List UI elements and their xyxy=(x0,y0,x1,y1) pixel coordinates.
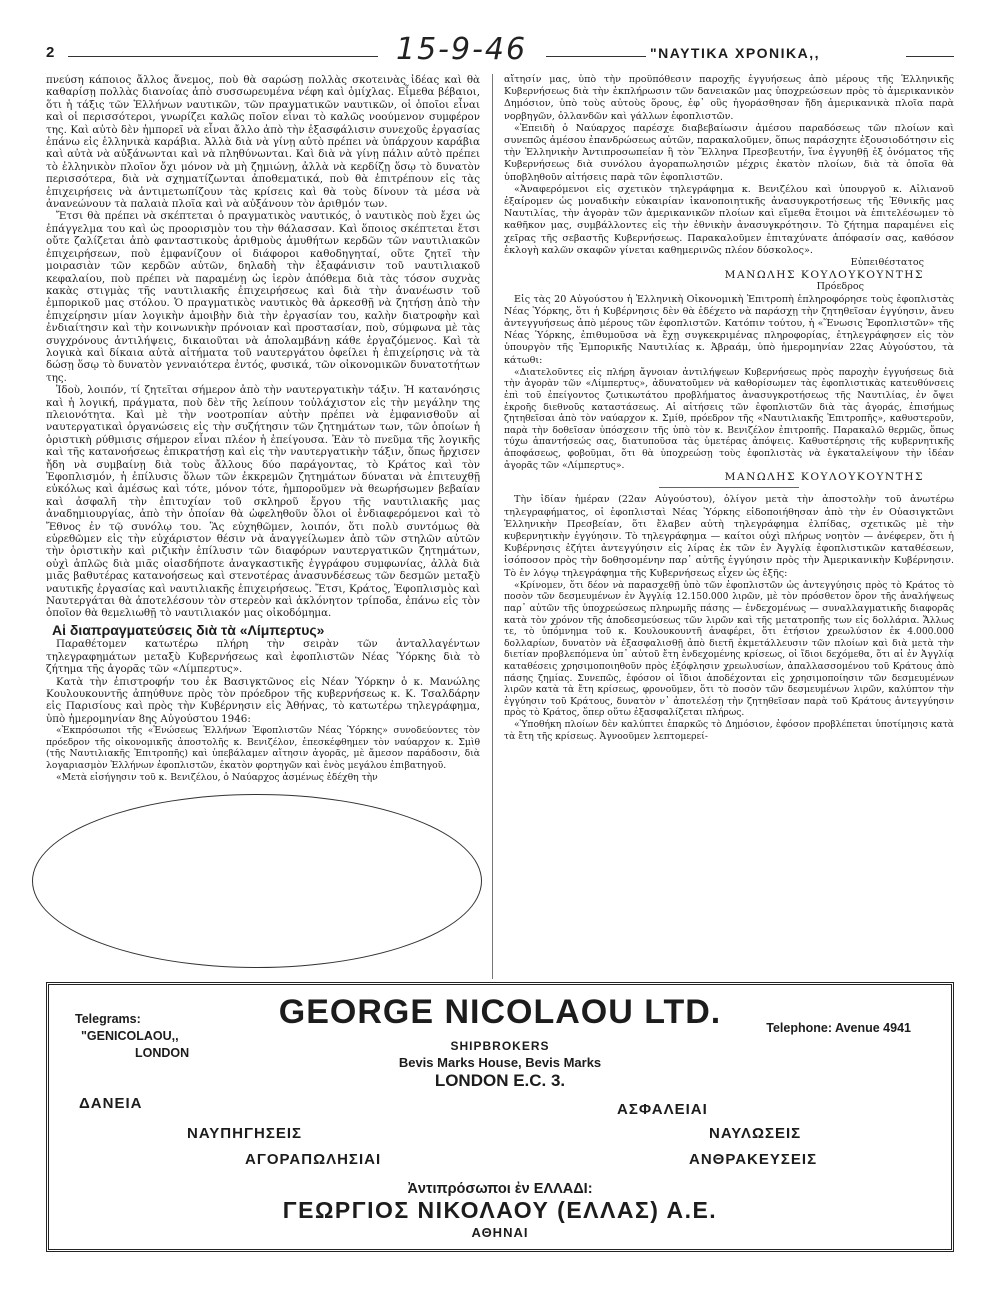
ad-line-shipbrokers: SHIPBROKERS xyxy=(450,1039,550,1053)
left-paragraph: Κατὰ τὴν ἐπιστροφήν του ἐκ Βασιγκτῶνος εἰς Νέαν Ὑόρκην ὁ κ. Μανώλης Κουλουκουντῆς ἀπηύθυνε πρὸς τὸν πρόεδρον τῆς κυβερνήσεως κ. Κ. Τσαλδάρην εἰς Παρισίους καὶ πρὸς τὴν Κυβέρνησιν εἰς Ἀθήνας, τὸ κατωτέρω τηλεγράφημα, ὑπὸ ἡμερομηνίαν 8ης Αὐγούστου 1946: xyxy=(46,675,480,725)
left-paragraph: πνεύση κάποιος ἄλλος ἄνεμος, ποὺ θὰ σαρώσῃ πολλὰς σκοτεινὰς ἰδέας καὶ θὰ καθαρίσῃ πολλὰς διανοίας ἀπὸ συσσωρευμένα νέφη καὶ ὁμίχλας. Εἶμεθα βέβαιοι, ὅτι ἡ τάξις τῶν Ἑλλήνων ναυτικῶν, τῶν πραγματικῶν ναυτικῶν, οἱ ὁποῖοι εἶναι καὶ οἱ περισσότεροι, γνωρίζει καλῶς ποῖον εἶναι τὸ καλῶς νοούμενον συμφέρον της. Καὶ αὐτὸ δὲν ἠμπορεῖ νὰ εἶναι ἄλλο ἀπὸ τὴν ἐξασφάλισιν συνεχοῦς ἐργασίας ἐπάνω εἰς ἑλληνικὰ καράβια. Ἀλλὰ διὰ νὰ γίνῃ αὐτὸ πρέπει νὰ ὑπάρχουν καράβια καὶ αὐτὰ νὰ αὐξάνωνται καὶ νὰ πληθύνωνται. Καὶ διὰ νὰ γίνῃ πάλιν αὐτὸ πρέπει τὸ ἑλληνικὸν πλοῖον ὄχι μόνον νὰ μὴ ζημιώνῃ, ἀλλὰ νὰ κερδίζῃ ὅσῳ τὸ δυνατὸν περισσότερα, διὰ νὰ σχηματίζωνται ἀποθεματικά, ποὺ θὰ ἐπιτρέπουν εἰς τὰς ἐπιχειρήσεις νὰ ἀντιμετωπίζουν τὰς κρίσεις καὶ θὰ τοὺς δίνουν τὰ μέσα νὰ ἀνανεώνουν τὰ παλαιὰ πλοῖα καὶ νὰ αὐξάνουν τὸν ἀριθμόν των. xyxy=(46,74,480,211)
ad-representatives-label: Ἀντιπρόσωποι ἐν ΕΛΛΑΔΙ: xyxy=(407,1181,593,1197)
newspaper-title: "ΝΑΥΤΙΚΑ ΧΡΟΝΙΚΑ,, xyxy=(650,45,821,61)
handwritten-date: 15-9-46 xyxy=(396,32,528,67)
section-subheading: Αἱ διαπραγματεύσεις διὰ τὰ «Λίμπερτυς» xyxy=(52,621,325,638)
ad-service: ΑΣΦΑΛΕΙΑΙ xyxy=(617,1101,708,1118)
masthead-rule-middle xyxy=(546,56,646,57)
left-paragraph: Ἰδοὺ, λοιπόν, τί ζητεῖται σήμερον ἀπὸ τὴν ναυτεργατικὴν τάξιν. Ἡ κατανόησις καὶ ἡ λογική, πράγματα, ποὺ δὲν τῆς λείπουν τοὐλάχιστον εἰς τὴν μεγάλην της πλειονότητα. Καὶ μὲ τὴν νοοτροπίαν αὐτὴν πρέπει νὰ ἐμφανισθοῦν αἱ ναυτεργατικαὶ ὀργανώσεις εἰς τὴν συζήτησιν τῶν ζητημάτων των, τῶν ὁποίων ἡ ὁριστικὴ ρύθμισις σήμερον εἶναι πλέον ἡ ἐπείγουσα. Ἐὰν τὸ πνεῦμα τῆς λογικῆς καὶ τῆς κατανοήσεως ἐπικρατήσῃ καὶ εἰς τὴν ναυτεργατικὴν τάξιν, ὅπως ἤρχισεν ἤδη νὰ συμβαίνῃ διὰ τοὺς ἄλλους δύο παράγοντας, τὸ Κράτος καὶ τὸν Ἐφοπλισμόν, ἡ ἐπίλυσις ὅλων τῶν ἐκκρεμῶν ζητημάτων δύναται νὰ ἐπιτευχθῇ εὐκόλως καὶ ἀμέσως καὶ τότε, μόνον τότε, ἠμποροῦμεν νὰ θεωρήσωμεν βεβαίαν καὶ ἀσφαλῆ τὴν ἐπιτυχίαν τοῦ σκληροῦ ἔργου τῆς ναυτιλιακῆς μας ἀναδημιουργίας, ἀπὸ τὴν ὁποίαν θὰ ὠφεληθοῦν ὅλοι οἱ ἐνδιαφερόμενοι καὶ τὸ Ἔθνος ἐν τῷ συνόλῳ του. Ἂς εὐχηθῶμεν, λοιπόν, ὅτι πολὺ συντόμως θὰ εὑρεθῶμεν εἰς τὴν εὐχάριστον θέσιν νὰ ἀναγγείλωμεν ἀπὸ τῶν στηλῶν αὐτῶν τὴν ὁριστικὴν καὶ ριζικὴν ἐπίλυσιν τῶν διαφόρων ναυτεργατικῶν ζητημάτων, οὐχὶ ἁπλῶς διὰ μιᾶς οἱασδήποτε ἀναγκαστικῆς ἐγγράφου συμφωνίας, ἀλλὰ διὰ μιᾶς βαθυτέρας κατανοήσεως καὶ στενοτέρας ἀνασυνδέσεως τῶν δεσμῶν μεταξὺ ναυτικῆς ἐργασίας καὶ ναυτιλιακῆς ἐπιχειρήσεως. Ἔτσι, Κράτος, Ἐφοπλισμὸς καὶ Ναυτεργάται θὰ ἀποτελέσουν τὸν στερεὸν καὶ ἀκλόνητον τρίποδα, ἐπάνω εἰς τὸν ὁποῖον θὰ θεμελιωθῇ τὸ ναυτιλιακόν μας οἰκοδόμημα. xyxy=(46,384,480,620)
column-divider xyxy=(492,74,493,979)
right-paragraph: «Ἀναφερόμενοι εἰς σχετικὸν τηλεγράφημα κ. Βενιζέλου καὶ ὑπουργοῦ κ. Αἰλιανοῦ ἐξαίρομεν ὡς μοναδικὴν εὐκαιρίαν ἱκανοποιητικῆς ἀνασυγκροτήσεως τῆς Ἐθνικῆς μας Ναυτιλίας, τὴν ἀγορὰν τῶν ἀμερικανικῶν πλοίων καὶ εἴμεθα ἕτοιμοι νὰ ἐπιτελέσωμεν τὸ καθῆκον μας, συμβάλλοντες εἰς τὴν ἐθνικὴν ἀνασυγκρότησιν. Τὸ ζήτημα παραμένει εἰς χεῖρας τῆς σεβαστῆς Κυβερνήσεως. Παρακαλοῦμεν ἐπιταχύνατε ἀπόφασίν σας, καθόσον ἐκλογὴ καλῶν σκαφῶν γίνεται καθημερινῶς πλέον δύσκολος». xyxy=(504,183,954,256)
ad-greek-firm: ΓΕΩΡΓΙΟΣ ΝΙΚΟΛΑΟΥ (ΕΛΛΑΣ) Α.Ε. xyxy=(282,1197,718,1223)
right-paragraph: «Ὑποθήκη πλοίων δὲν καλύπτει ἐπαρκῶς τὸ Δημόσιον, ἐφόσον προβλέπεται ὑποτίμησις κατὰ τὰ ἔτη τῆς κρίσεως. Ἀγνοοῦμεν λεπτομερεί- xyxy=(504,718,954,742)
ad-service: ΔΑΝΕΙΑ xyxy=(79,1095,143,1112)
ad-firm-name: GEORGE NICOLAOU LTD. xyxy=(278,993,722,1031)
right-paragraph: «Διατελοῦντες εἰς πλήρη ἄγνοιαν ἀντιλήψεων Κυβερνήσεως πρὸς παροχὴν ἐγγυήσεως διὰ τὴν ἀγορὰν τῶν «Λίμπερτυς», ἀδυνατοῦμεν νὰ καθορίσωμεν τὰς ἐφοπλιστικὰς κατευθύνσεις ἐπὶ τοῦ ἐπείγοντος ζωτικωτάτου προβλήματος ἀνασυγκροτήσεως τῆς Ναυτιλίας, ἐν ὄψει ἐκροῆς διεθνοῦς καταστάσεως. Αἱ αἰτήσεις τῶν ἐφοπλιστῶν διὰ τὰς ἀγοράς, ἐπισήμως ζητηθεῖσαι ἀπὸ τὸν ναύαρχον κ. Σμίθ, πρόεδρον τῆς «Ναυτιλιακῆς Ἐπιτροπῆς», καθυστεροῦν, παρὰ τὴν δοθεῖσαν ὑπόσχεσιν τῆς ὑπὸ τὸν κ. Βενιζέλον ἐπιτροπῆς. Παρακαλῶ θερμῶς, ὅπως τύχω ἀπαντήσεώς σας, διατυποῦσα τὰς ὑμετέρας ἀπόψεις. Καθυστέρησις τῆς κυβερνητικῆς ἀποφάσεως, φοβοῦμαι, ὅτι θὰ ὑποχρεώσῃ τοὺς ἐφοπλιστὰς νὰ ἐγκαταλείψουν τὴν ἰδέαν ἀγορᾶς τῶν «Λίμπερτυς». xyxy=(504,366,954,471)
left-paragraph: Παραθέτομεν κατωτέρω πλήρη τὴν σειρὰν τῶν ἀνταλλαγέντων τηλεγραφημάτων μεταξὺ Κυβερνήσεως καὶ ἐφοπλιστῶν Νέας Ὑόρκης διὰ τὸ ζήτημα τῆς ἀγορᾶς τῶν «Λίμπερτυς». xyxy=(46,638,480,676)
ad-greek-city: ΑΘΗΝΑΙ xyxy=(471,1225,529,1240)
signature-salutation: Εὐπειθέστατος xyxy=(850,257,924,269)
signature-name: ΜΑΝΩΛΗΣ ΚΟΥΛΟΥΚΟΥΝΤΗΣ xyxy=(724,269,924,282)
signature-role: Πρόεδρος xyxy=(816,281,864,293)
page-number: 2 xyxy=(46,44,55,61)
pen-circle-annotation xyxy=(32,794,482,968)
masthead-rule-left xyxy=(68,56,378,57)
masthead xyxy=(46,32,954,70)
right-paragraph: αἴτησίν μας, ὑπὸ τὴν προϋπόθεσιν παροχῆς ἐγγυήσεως ἀπὸ μέρους τῆς Ἑλληνικῆς Κυβερνήσεως διὰ τὴν ἐκπλήρωσιν τῶν δανειακῶν μας ὑποχρεώσεων πρὸς τὸ ἀμερικανικὸν Δημόσιον, ὑπὸ τοὺς αὐτοὺς ὅρους, ἐφ᾿ οὓς ἠγοράσθησαν ἤδη ἀμερικανικὰ πλοῖα παρὰ νορβηγῶν, ὀλλανδῶν καὶ γάλλων ἐφοπλιστῶν. xyxy=(504,74,954,122)
right-paragraph: «Κρίνομεν, ὅτι δέον νὰ παρασχεθῇ ὑπὸ τῶν ἐφοπλιστῶν ὡς ἀντεγγύησις πρὸς τὸ Κράτος τὸ ποσὸν τῶν δεσμευμένων ἐν Ἀγγλίᾳ 12.150.000 λιρῶν, μὲ τὸν πρόσθετον ὅρον τῆς ἀναλήψεως παρ᾿ αὐτῶν τῆς ὑποχρεώσεως πληρωμῆς πάσης — ἐνδεχομένως — συναλλαγματικῆς διαφορᾶς κατὰ τὸν χρόνον τῆς ἀποδεσμεύσεως τῶν λιρῶν καὶ τῆς μετατροπῆς των εἰς δολλάρια. Ἄλλως τε, τὸ ὑπόμνημα τοῦ κ. Κουλουκουντῆ ἀναφέρει, ὅτι ἐτήσιον χρεωλύσιον ἐκ 4.000.000 δολλαρίων, δυνατὸν νὰ ἐξασφαλισθῇ ἀπὸ διετῆ ἐκμετάλλευσιν τῶν πλοίων καὶ διὰ μετὰ τὴν διετίαν προβλεπόμενα ὑπ᾿ αὐτοῦ ἔτη ἐνδεχομένης κρίσεως, οἱ ἴδιοι δεχόμεθα, ὅτι αἱ ἐν Ἀγγλίᾳ καταθέσεις χρησιμοποιηθοῦν πρὸς ἐξόφλησιν χρεωλυσίων, ἀπαλλασσομένου τοῦ Κράτους ἀπὸ πάσης ζημίας. Συνεπῶς, ἐφόσον οἱ ἴδιοι ἀποδέχονται εἰς χρησιμοποίησιν τῶν δεσμευμένων λιρῶν κατὰ τὰ ἔτη κρίσεως, φρονοῦμεν, ὅτι τὸ ποσὸν τῶν δεσμευμένων λιρῶν, καλύπτον τὴν ἐγγύησιν τοῦ Κράτους, δυνατὸν ν᾿ ἀποτελέσῃ τὴν ζητηθεῖσαν παρὰ τοῦ Κράτους ἀντεγγύησιν πρὸς τὸ Κράτος, ὅπερ οὕτω ἐξασφαλίζεται πλήρως. xyxy=(504,579,954,719)
left-paragraph: «Μετὰ εἰσήγησιν τοῦ κ. Βενιζέλου, ὁ Ναύαρχος ἀσμένως ἐδέχθη τὴν xyxy=(56,771,378,783)
telegrams-label: Telegrams: xyxy=(75,1012,141,1026)
left-paragraph: «Ἐκπρόσωποι τῆς «Ἑνώσεως Ἑλλήνων Ἐφοπλιστῶν Νέας Ὑόρκης» συνοδεύοντες τὸν πρόεδρον τῆς οἰκονομικῆς ἀποστολῆς κ. Βενιζέλον, ἐπεσκέφθημεν τὸν ναύαρχον κ. Σμὶθ (τῆς Ναυτιλιακῆς Ἐπιτροπῆς) καὶ ὑπεβάλαμεν αἴτησιν ἀγορᾶς, μὲ ἄμεσον παράδοσιν, διὰ λογαριασμὸν Ἑλλήνων ἐφοπλιστῶν, ἑκατὸν φορτηγῶν καὶ ἑνὸς μεγάλου ἐπιβατηγοῦ. xyxy=(46,725,480,771)
advertisement-box xyxy=(46,982,954,1252)
right-column xyxy=(504,74,954,974)
right-paragraph: Τὴν ἰδίαν ἡμέραν (22αν Αὐγούστου), ὀλίγον μετὰ τὴν ἀποστολὴν τοῦ ἀνωτέρω τηλεγραφήματος, οἱ ἐφοπλισταὶ Νέας Ὑόρκης εἰδοποιήθησαν ἀπὸ τὴν ἐν Οὐασιγκτῶνι Ἑλληνικὴν Πρεσβείαν, ὅτι ἔλαβεν αὐτὴ τηλεγράφημα ἐλπίδας, σχετικῶς μὲ τὴν κυβερνητικὴν ἐγγύησιν. Τὸ τηλεγράφημα — καίτοι οὐχὶ πλήρως νοητὸν — ἀνέφερεν, ὅτι ἡ Κυβέρνησις ἐζήτει ἀντεγγύησιν εἰς λίρας ἐκ τῶν ἐν Ἀγγλίᾳ ἐφοπλιστικῶν καταθέσεων, ἰσόποσον πρὸς τὴν δοθησομένην παρ᾿ αὐτῆς ἐγγύησιν πρὸς τὴν Ἀμερικανικὴν Κυβέρνησιν. Τὸ ἐν λόγῳ τηλεγράφημα τῆς Κυβερνήσεως εἶχεν ὡς ἑξῆς: xyxy=(504,494,954,579)
ad-service: ΝΑΥΛΩΣΕΙΣ xyxy=(709,1125,802,1142)
ad-service: ΑΝΘΡΑΚΕΥΣΕΙΣ xyxy=(689,1151,818,1168)
ad-service: ΑΓΟΡΑΠΩΛΗΣΙΑΙ xyxy=(245,1151,382,1168)
ad-line-address: Bevis Marks House, Bevis Marks xyxy=(398,1055,602,1070)
right-paragraph: «Ἐπειδὴ ὁ Ναύαρχος παρέσχε διαβεβαίωσιν ἀμέσου παραδόσεως τῶν πλοίων καὶ συνεπῶς ἀμέσου ἐπανδρώσεως αὐτῶν, παρακαλοῦμεν, ὅπως παράσχητε ἐξουσιοδότησιν εἰς τὴν Ἑλληνικὴν Ἀντιπροσωπείαν ἢ τὸν Ἕλληνα Πρεσβευτήν, ἵνα ἐγγυηθῇ ἐξ ὀνόματος τῆς Κυβερνήσεως διὰ συνόλου ἀγοραπωλησιῶν μέχρις ἑκατὸν πλοίων, διὰ τὰ ὁποῖα θὰ ὑποβληθοῦν αἰτήσεις παρὰ τῶν ἐφοπλιστῶν. xyxy=(504,122,954,183)
ad-line-city: LONDON E.C. 3. xyxy=(434,1071,566,1090)
ad-telephone: Telephone: Avenue 4941 xyxy=(766,1021,911,1035)
telegrams-city: LONDON xyxy=(135,1046,190,1060)
newspaper-page xyxy=(46,32,954,1253)
ad-service: ΝΑΥΠΗΓΗΣΕΙΣ xyxy=(187,1125,302,1142)
right-paragraph: Εἰς τὰς 20 Αὐγούστου ἡ Ἑλληνικὴ Οἰκονομικὴ Ἐπιτροπὴ ἐπληροφόρησε τοὺς ἐφοπλιστὰς Νέας Ὑόρκης, ὅτι ἡ Κυβέρνησις δὲν θὰ ἐδέχετο νὰ παράσχῃ τὴν ζητηθεῖσαν ἐγγύησιν, ἄνευ ἀντεγγυήσεως ἀπὸ μέρους τῶν ἐφοπλιστῶν. Κατόπιν τούτου, ἡ «Ἕνωσις Ἐφοπλιστῶν» τῆς Νέας Ὑόρκης, ἐπιθυμοῦσα νὰ ἔχῃ συγκεκριμένας πληροφορίας, ἐτηλεγράφησεν εἰς τὸν ὑπουργὸν τῆς Ἐμπορικῆς Ναυτιλίας κ. Ἀβραάμ, ὑπὸ ἡμερομηνίαν 22ας Αὐγούστου, τὰ κάτωθι: xyxy=(504,293,954,366)
telegrams-value: "GENICOLAOU,, xyxy=(81,1029,179,1043)
section-divider xyxy=(659,487,799,488)
signature-name: ΜΑΝΩΛΗΣ ΚΟΥΛΟΥΚΟΥΝΤΗΣ xyxy=(724,471,924,484)
left-paragraph: Ἔτσι θὰ πρέπει νὰ σκέπτεται ὁ πραγματικὸς ναυτικός, ὁ ναυτικὸς ποὺ ἔχει ὡς ἐπάγγελμα του καὶ ὡς προορισμὸν του τὴν θάλασσαν. Καὶ ὅποιος σκέπτεται ἔτσι οὔτε ζαλίζεται ἀπὸ φανταστικοὺς ἀριθμοὺς ἀμυθήτων κερδῶν τῶν ναυτιλιακῶν ἐπιχειρήσεων, ποὺ ἐμφανίζουν οἱ διάφοροι καθοδηγηταί, οὔτε ζητεῖ τὴν μοιρασιὰν τῶν κερδῶν αὐτῶν, δηλαδὴ τὴν ἐξαφάνισιν τοῦ ναυτιλιακοῦ κεφαλαίου, ποὺ πρέπει νὰ παραμένῃ ὡς ἱερὸν ἀπόθεμα διὰ τὰς τόσον συχνὰς κακὰς στιγμὰς τῆς ναυτιλιακῆς ἐπιχειρήσεως καὶ διὰ τὴν ἀνανέωσιν τοῦ ἐμπορικοῦ μας στόλου. Ὁ πραγματικὸς ναυτικὸς θὰ ἀρκεσθῇ νὰ ζητήσῃ ἀπὸ τὴν ἐπιχείρησιν μίαν λογικὴν ἀμοιβὴν διὰ τὴν ἐργασίαν του, καλὴν διατροφὴν καὶ ἐνδιαίτησιν καὶ τὴν κοινωνικὴν πρόνοιαν καὶ προστασίαν, ποὺ, σύμφωνα μὲ τὰς συγχρόνους ἀντιλήψεις, δικαιοῦται νὰ ἀπολαμβάνῃ κάθε ἐργαζόμενος. Καὶ τὰ λογικὰ καὶ δίκαια αὐτὰ αἰτήματα τοῦ ναυτεργάτου ὀφείλει ἡ ἐπιχείρησις νὰ τὰ δώσῃ ὅσῳ τὸ δυνατὸν γενναιότερα ἐντός, φυσικά, τῶν οἰκονομικῶν δυνατοτήτων της. xyxy=(46,210,480,384)
masthead-rule-right xyxy=(906,56,954,57)
